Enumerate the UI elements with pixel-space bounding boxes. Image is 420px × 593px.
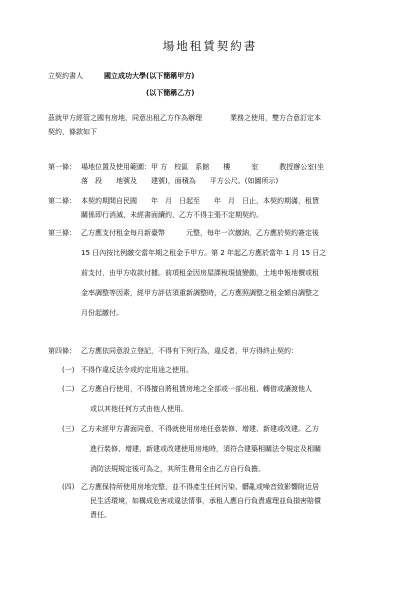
article3-line-1: 乙方應支付租金每月新臺幣 元整，每年一次繳納，乙方應於契約簽定後 bbox=[81, 229, 319, 237]
article1-line-2: 落 段 地號及 建號)，面積為 平方公尺。(如圖所示) bbox=[81, 177, 279, 185]
article4-item-3-num: (三) bbox=[62, 425, 75, 433]
article2-line-2: 關係即行消滅，未經書面續約，乙方不得主張不定期契約。 bbox=[81, 211, 263, 219]
intro-line-1: 茲就甲方經管之國有房地，同意出租乙方作為辦理 業務之使用，雙方合意訂定本 bbox=[48, 114, 321, 122]
article1-label: 第一條： bbox=[48, 163, 76, 171]
article4-item-3-line-1: 乙方未經甲方書面同意，不得就使用房地任意裝修、增建、新建或改建。乙方 bbox=[81, 425, 319, 433]
article4-item-1-line-1: 不得作違反法令或約定用途之使用。 bbox=[81, 366, 193, 374]
article4-item-2-line-1: 乙方應自行使用，不得擅自將租賃房地之全部或一部出租、轉借或讓渡他人 bbox=[81, 385, 312, 393]
article2-line-1: 本契約期間自民國 年 月 日起至 年 月 日止，本契約期滿，租賃 bbox=[81, 197, 319, 205]
article2-label: 第二條： bbox=[48, 197, 76, 205]
party-a: 國立成功大學(以下簡稱甲方) bbox=[104, 72, 195, 80]
article1-line-1: 場地位置及使用範圍：甲 方 校區 系館 樓 室 教授辦公室(坐 bbox=[81, 163, 324, 171]
party-b: (以下簡稱乙方) bbox=[146, 89, 195, 97]
parties-label: 立契約書人 bbox=[48, 72, 83, 80]
article4-item-4-line-2: 民生活環境，如構成危害或違法情事，承租人應自行負責處理並負損害賠償 bbox=[90, 497, 321, 505]
article4-item-4-line-3: 責任。 bbox=[90, 511, 111, 519]
intro-line-2: 契約，條款如下 bbox=[48, 128, 97, 136]
article3-label: 第三條： bbox=[48, 229, 76, 237]
article4-item-4-num: (四) bbox=[62, 483, 75, 491]
article4-item-1-num: (一) bbox=[62, 366, 75, 374]
article4-text: 乙方應依同意設立登記，不得有下列行為，違反者，甲方得終止契約： bbox=[81, 347, 298, 355]
article3-line-3: 前支付，由甲方收款付據。前項租金因房屋課稅現值變動，土地申報地價或租 bbox=[81, 269, 319, 277]
article4-item-3-line-3: 消防法規規定後可為之，其所生費用全由乙方自行負擔。 bbox=[90, 465, 265, 473]
document-title: 場地租賃契約書 bbox=[162, 39, 258, 53]
article3-line-4: 金率調整等因素，經甲方評估須重新調整時，乙方應照調整之租金額自調整之 bbox=[81, 289, 319, 297]
article4-item-3-line-2: 進行裝修、增建、新建或改建使用房地時，須符合建築相關法令規定及相關 bbox=[90, 445, 321, 453]
article3-line-2: 15 日內按比例繳交當年期之租金予甲方。第 2 年起乙方應於當年 1 月 15 日之 bbox=[81, 249, 327, 257]
article4-item-2-num: (二) bbox=[62, 385, 75, 393]
article4-label: 第四條： bbox=[48, 347, 76, 355]
article4-item-2-line-2: 或以其他任何方式由他人使用。 bbox=[90, 405, 188, 413]
article3-line-5: 月份起繳付。 bbox=[81, 309, 123, 317]
article4-item-4-line-1: 乙方應保持所使用房地完整，並不得產生任何污染、髒亂或噪音致影響附近居 bbox=[81, 483, 319, 491]
